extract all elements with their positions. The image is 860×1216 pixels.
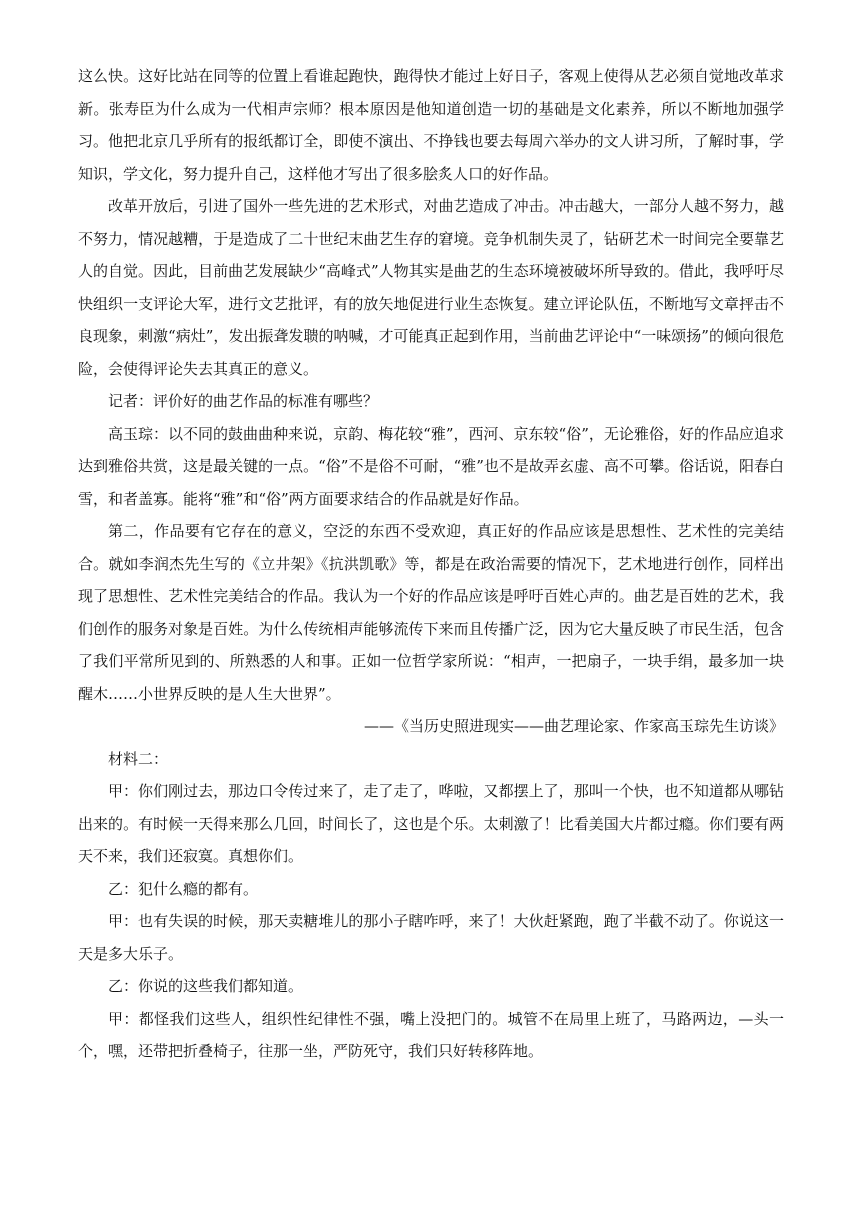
dialogue-line: 甲：都怪我们这些人，组织性纪律性不强，嘴上没把门的。城管不在局里上班了，马路两边，—头一个，嘿，还带把折叠椅子，往那一坐，严防死守，我们只好转移阵地。: [78, 1009, 784, 1060]
paragraph: 高玉琮：以不同的鼓曲曲种来说，京韵、梅花较“雅”，西河、京东较“俗”，无论雅俗，好的作品应追求达到雅俗共赏，这是最关键的一点。“俗”不是俗不可耐，“雅”也不是故弄玄虚、高不可攀。俗话说，阳春白雪，和者盖寡。能将“雅”和“俗”两方面要求结合的作品就是好作品。: [78, 424, 784, 508]
dialogue-line: 乙：犯什么瘾的都有。: [108, 879, 259, 898]
dialogue-line: 甲：也有失误的时候，那天卖糖堆儿的那小子瞎咋呼，来了！大伙赶紧跑，跑了半截不动了。你说这一天是多大乐子。: [78, 912, 784, 963]
paragraph: 记者：评价好的曲艺作品的标准有哪些？: [108, 392, 379, 410]
paragraph: 改革开放后，引进了国外一些先进的艺术形式，对曲艺造成了冲击。冲击越大，一部分人越不努力，越不努力，情况越糟，于是造成了二十世纪末曲艺生存的窘境。竞争机制失灵了，钻研艺术一时间完全要靠艺人的自觉。因此，目前曲艺发展缺少“高峰式”人物其实是曲艺的生态环境被破坏所导致的。借此，我呼吁尽快组织一支评论大军，进行文艺批评，有的放矢地促进行业生态恢复。建立评论队伍，不断地写文章抨击不良现象，刺激“病灶”，发出振聋发聩的呐喊，才可能真正起到作用，当前曲艺评论中“一味颂扬”的倾向很危险，会使得评论失去其真正的意义。: [78, 197, 784, 378]
source-citation: ——《当历史照进现实——曲艺理论家、作家高玉琮先生访谈》: [363, 717, 784, 735]
section-label: 材料二：: [108, 749, 169, 768]
paragraph: 这么快。这好比站在同等的位置上看谁起跑快，跑得快才能过上好日子，客观上使得从艺必须自觉地改革求新。张寿臣为什么成为一代相声宗师？根本原因是他知道创造一切的基础是文化素养，所以不断地加强学习。他把北京几乎所有的报纸都订全，即使不演出、不挣钱也要去每周六举办的文人讲习所，了解时事，学知识，学文化，努力提升自己，这样他才写出了很多脍炙人口的好作品。: [78, 67, 784, 183]
paragraph: 第二，作品要有它存在的意义，空泛的东西不受欢迎，真正好的作品应该是思想性、艺术性的完美结合。就如李润杰先生写的《立井架》《抗洪凯歌》等，都是在政治需要的情况下，艺术地进行创作，同样出现了思想性、艺术性完美结合的作品。我认为一个好的作品应该是呼吁百姓心声的。曲艺是百姓的艺术，我们创作的服务对象是百姓。为什么传统相声能够流传下来而且传播广泛，因为它大量反映了市民生活，包含了我们平常所见到的、所熟悉的人和事。正如一位哲学家所说：“相声，一把扇子，一块手绢，最多加一块醒木……小世界反映的是人生大世界”。: [78, 522, 784, 703]
document-page: [78, 60, 784, 1068]
dialogue-line: 甲：你们刚过去，那边口令传过来了，走了走了，哗啦，又都摆上了，那叫一个快，也不知道都从哪钻出来的。有时候一天得来那么几回，时间长了，这也是个乐。太刺激了！比看美国大片都过瘾。你们要有两天不来，我们还寂寞。真想你们。: [78, 782, 784, 865]
dialogue-line: 乙：你说的这些我们都知道。: [108, 977, 304, 995]
